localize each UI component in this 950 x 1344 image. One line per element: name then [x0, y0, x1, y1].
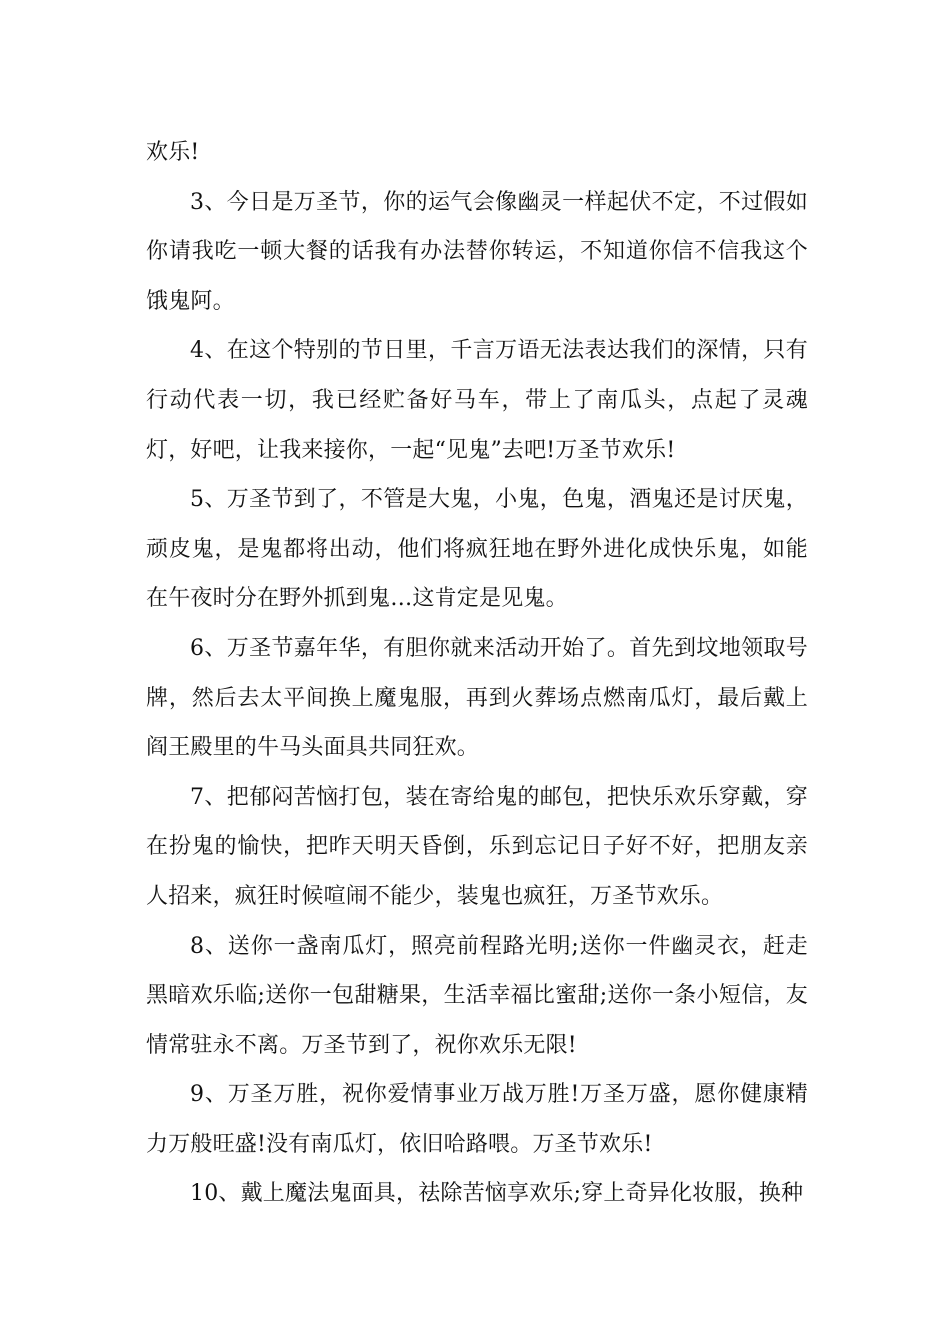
document-body — [146, 128, 808, 1219]
paragraph-9: 9、万圣万胜，祝你爱情事业万战万胜!万圣万盛，愿你健康精力万般旺盛!没有南瓜灯，依旧哈路喂。万圣节欢乐! — [146, 1082, 808, 1157]
paragraph-3: 3、今日是万圣节，你的运气会像幽灵一样起伏不定，不过假如你请我吃一顿大餐的话我有办法替你转运，不知道你信不信我这个饿鬼阿。 — [146, 189, 808, 314]
paragraph-10: 10、戴上魔法鬼面具，祛除苦恼享欢乐;穿上奇异化妆服，换种 — [190, 1181, 804, 1207]
paragraph-7: 7、把郁闷苦恼打包，装在寄给鬼的邮包，把快乐欢乐穿戴，穿在扮鬼的愉快，把昨天明天昏倒，乐到忘记日子好不好，把朋友亲人招来，疯狂时候喧闹不能少，装鬼也疯狂，万圣节欢乐。 — [146, 784, 808, 909]
paragraph-5: 5、万圣节到了，不管是大鬼，小鬼，色鬼，酒鬼还是讨厌鬼，顽皮鬼，是鬼都将出动，他们将疯狂地在野外进化成快乐鬼，如能在午夜时分在野外抓到鬼…这肯定是见鬼。 — [146, 487, 808, 612]
paragraph-continuation: 欢乐! — [146, 140, 200, 165]
paragraph-4: 4、在这个特别的节日里，千言万语无法表达我们的深情，只有行动代表一切，我已经贮备好马车，带上了南瓜头，点起了灵魂灯，好吧，让我来接你，一起“见鬼”去吧!万圣节欢乐! — [146, 338, 808, 463]
paragraph-8: 8、送你一盏南瓜灯，照亮前程路光明;送你一件幽灵衣，赶走黑暗欢乐临;送你一包甜糖果，生活幸福比蜜甜;送你一条小短信，友情常驻永不离。万圣节到了，祝你欢乐无限! — [146, 933, 808, 1058]
paragraph-6: 6、万圣节嘉年华，有胆你就来活动开始了。首先到坟地领取号牌，然后去太平间换上魔鬼服，再到火葬场点燃南瓜灯，最后戴上阎王殿里的牛马头面具共同狂欢。 — [146, 635, 808, 761]
